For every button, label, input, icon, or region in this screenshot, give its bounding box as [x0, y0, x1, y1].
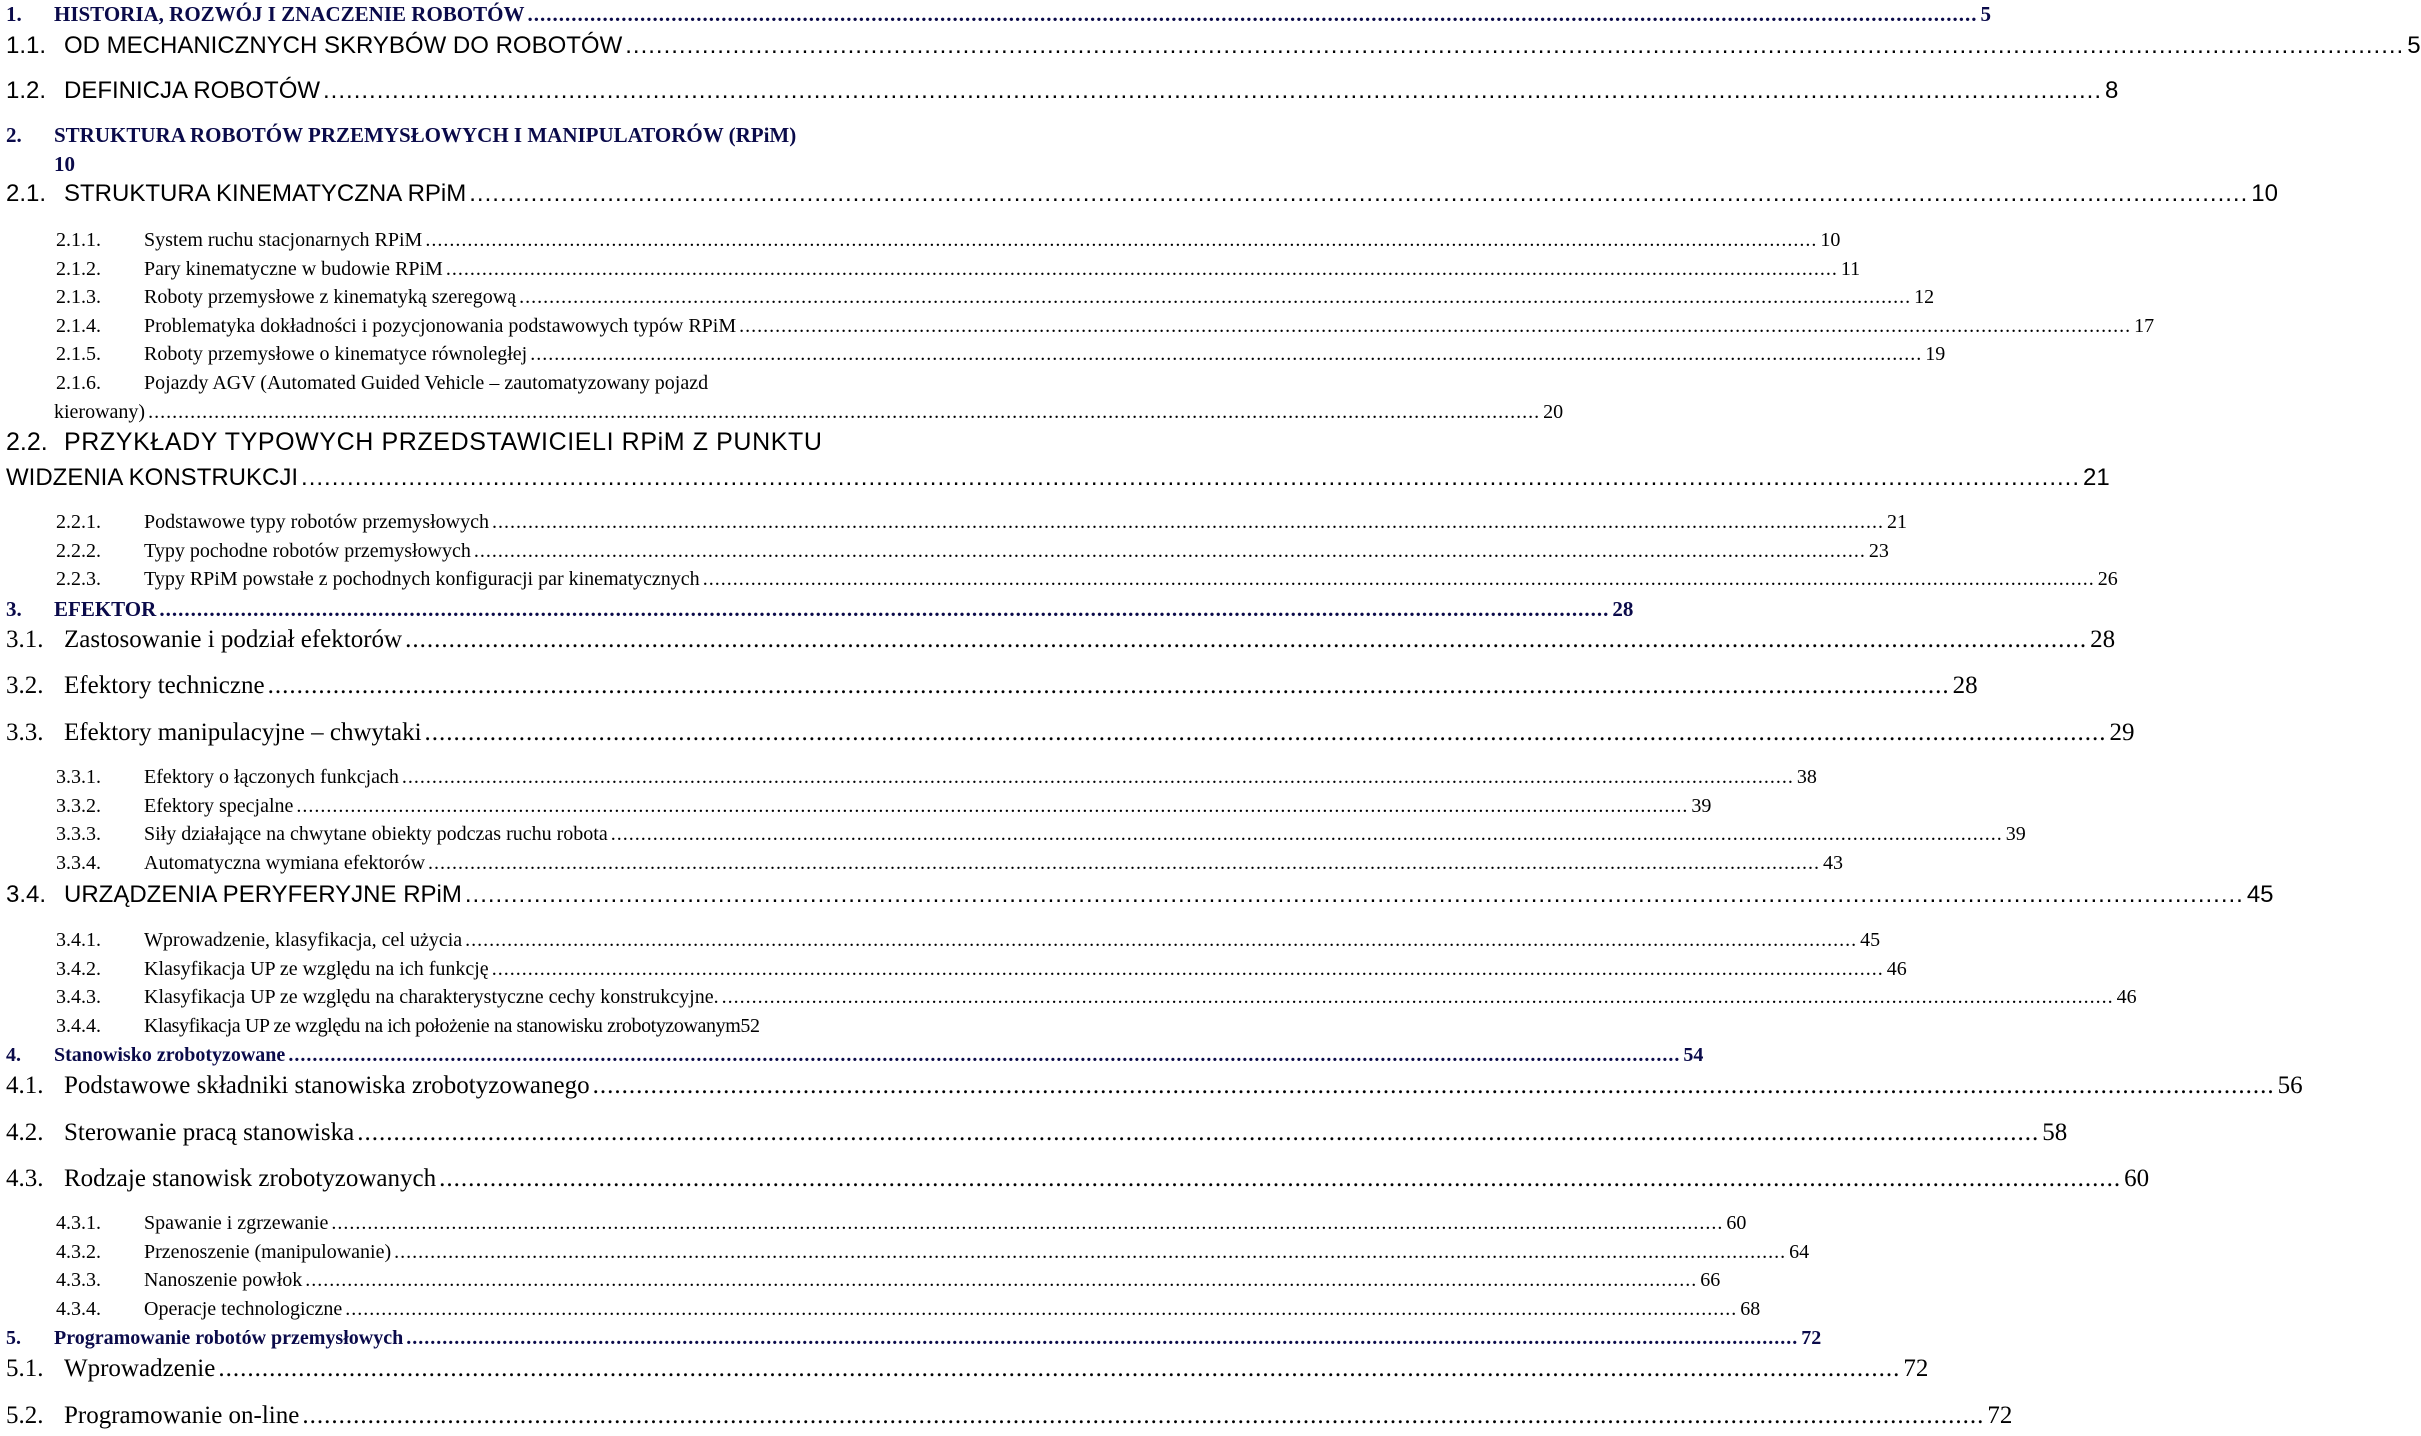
toc-number: 2.2.1. — [56, 511, 101, 533]
toc-title: Rodzaje stanowisk zrobotyzowanych — [64, 1165, 437, 1192]
toc-number: 4.1. — [6, 1072, 44, 1099]
dot-leader — [530, 343, 1922, 366]
toc-page: 19 — [1925, 343, 1946, 365]
toc-title: Nanoszenie powłok — [144, 1269, 303, 1291]
toc-number: 5.1. — [6, 1355, 44, 1382]
toc-number: 3.4.4. — [56, 1015, 101, 1037]
dot-leader — [159, 597, 1609, 622]
toc-page: 46 — [2116, 986, 2137, 1008]
toc-title: PRZYKŁADY TYPOWYCH PRZEDSTAWICIELI RPiM Z PUNKTU — [64, 428, 823, 456]
toc-number: 1.1. — [6, 32, 47, 59]
toc-number: 3. — [6, 597, 22, 621]
dot-leader — [331, 1212, 1723, 1235]
toc-page: 28 — [1952, 672, 1978, 699]
toc-title: Spawanie i zgrzewanie — [144, 1212, 329, 1234]
toc-page: 72 — [1903, 1355, 1929, 1382]
toc-page: 28 — [2090, 626, 2116, 653]
toc-number: 2.1.1. — [56, 229, 101, 251]
dot-leader — [625, 32, 2404, 60]
toc-number: 4.3.1. — [56, 1212, 101, 1234]
toc-number: 3.2. — [6, 672, 44, 699]
toc-page: 12 — [1914, 286, 1935, 308]
toc-title: EFEKTOR — [54, 597, 157, 621]
dot-leader — [593, 1072, 2275, 1100]
toc-page: 66 — [1700, 1269, 1721, 1291]
toc-page: 5 — [2407, 32, 2421, 59]
toc-number: 2.2.2. — [56, 540, 101, 562]
dot-leader — [302, 1402, 1984, 1430]
dot-leader — [218, 1355, 1900, 1383]
toc-title: Klasyfikacja UP ze względu na ich położenie na stanowisku zrobotyzowanym — [144, 1015, 741, 1037]
dot-leader — [492, 511, 1884, 534]
toc-number: 5.2. — [6, 1402, 44, 1429]
toc-page: 10 — [54, 152, 75, 176]
dot-leader — [722, 986, 2114, 1009]
toc-title: Roboty przemysłowe o kinematyce równoległej — [144, 343, 528, 365]
toc-title: Programowanie robotów przemysłowych — [54, 1327, 404, 1349]
toc-number: 3.3.3. — [56, 823, 101, 845]
toc-title: Zastosowanie i podział efektorów — [64, 626, 403, 653]
dot-leader — [301, 464, 2080, 492]
toc-number: 3.4.2. — [56, 958, 101, 980]
dot-leader — [474, 540, 1866, 563]
dot-leader — [425, 719, 2107, 747]
toc-page: 58 — [2042, 1119, 2068, 1146]
toc-page: 23 — [1868, 540, 1889, 562]
dot-leader — [305, 1269, 1697, 1292]
dot-leader — [323, 77, 2102, 105]
dot-leader — [345, 1298, 1737, 1321]
toc-number: 2.2.3. — [56, 568, 101, 590]
dot-leader — [296, 795, 1688, 818]
toc-number: 4.3. — [6, 1165, 44, 1192]
toc-title: Efektory o łączonych funkcjach — [144, 766, 399, 788]
toc-page: 5 — [1980, 2, 1991, 26]
toc-title: WIDZENIA KONSTRUKCJI — [6, 464, 299, 491]
toc-number: 1. — [6, 2, 22, 26]
dot-leader — [611, 823, 2003, 846]
toc-title: Typy RPiM powstałe z pochodnych konfiguracji par kinematycznych — [144, 568, 700, 590]
toc-number: 5. — [6, 1327, 21, 1349]
toc-page: 60 — [2124, 1165, 2150, 1192]
toc-page: 68 — [1740, 1298, 1761, 1320]
dot-leader — [425, 229, 1817, 252]
toc-title: Przenoszenie (manipulowanie) — [144, 1241, 392, 1263]
toc-title: Podstawowe typy robotów przemysłowych — [144, 511, 489, 533]
dot-leader — [519, 286, 1911, 309]
toc-page: 21 — [1886, 511, 1907, 533]
toc-title: Pojazdy AGV (Automated Guided Vehicle – zautomatyzowany pojazd — [144, 372, 709, 394]
toc-number: 4. — [6, 1044, 21, 1066]
toc-title: Wprowadzenie, klasyfikacja, cel użycia — [144, 929, 463, 951]
dot-leader — [465, 881, 2244, 909]
toc-page: 52 — [740, 1015, 760, 1037]
toc-title: Pary kinematyczne w budowie RPiM — [144, 258, 443, 280]
dot-leader — [446, 258, 1838, 281]
toc-page: 64 — [1789, 1241, 1810, 1263]
toc-title: kierowany) — [54, 401, 146, 423]
toc-title: Problematyka dokładności i pozycjonowania podstawowych typów RPiM — [144, 315, 737, 337]
dot-leader — [428, 852, 1820, 875]
toc-page: 21 — [2083, 464, 2110, 491]
dot-leader — [465, 929, 1857, 952]
toc-title: Klasyfikacja UP ze względu na charakterystyczne cechy konstrukcyjne. — [144, 986, 719, 1008]
dot-leader — [148, 401, 1540, 424]
dot-leader — [405, 626, 2087, 654]
toc-title: Efektory techniczne — [64, 672, 265, 699]
toc-page: 39 — [1691, 795, 1712, 817]
dot-leader — [469, 180, 2248, 208]
toc-number: 3.3.2. — [56, 795, 101, 817]
toc-number: 2.1.3. — [56, 286, 101, 308]
dot-leader — [439, 1165, 2121, 1193]
toc-number: 2.1.5. — [56, 343, 101, 365]
toc-number: 4.2. — [6, 1119, 44, 1146]
toc-number: 4.3.4. — [56, 1298, 101, 1320]
toc-number: 2.1.4. — [56, 315, 101, 337]
toc-page: 43 — [1823, 852, 1844, 874]
toc-title: Wprowadzenie — [64, 1355, 216, 1382]
toc-title: STRUKTURA ROBOTÓW PRZEMYSŁOWYCH I MANIPULATORÓW (RPiM) — [54, 123, 797, 147]
toc-number: 3.4.3. — [56, 986, 101, 1008]
toc-page: 45 — [1860, 929, 1881, 951]
dot-leader — [357, 1119, 2039, 1147]
toc-title: Efektory manipulacyjne – chwytaki — [64, 719, 422, 746]
toc-page: 29 — [2109, 719, 2135, 746]
dot-leader — [288, 1044, 1680, 1067]
toc-page: 60 — [1726, 1212, 1747, 1234]
dot-leader — [492, 958, 1884, 981]
toc-number: 3.3.4. — [56, 852, 101, 874]
toc-title: OD MECHANICZNYCH SKRYBÓW DO ROBOTÓW — [64, 32, 623, 59]
toc-title: Roboty przemysłowe z kinematyką szeregową — [144, 286, 517, 308]
toc-number: 3.4. — [6, 881, 47, 908]
toc-page: 46 — [1886, 958, 1907, 980]
toc-title: Typy pochodne robotów przemysłowych — [144, 540, 471, 562]
toc-number: 4.3.3. — [56, 1269, 101, 1291]
toc-number: 2.1. — [6, 180, 47, 207]
toc-page: 56 — [2277, 1072, 2303, 1099]
toc-page: 72 — [1801, 1327, 1822, 1349]
toc-number: 3.4.1. — [56, 929, 101, 951]
toc-page: 38 — [1796, 766, 1817, 788]
toc-page: 11 — [1840, 258, 1861, 280]
toc-title: STRUKTURA KINEMATYCZNA RPiM — [64, 180, 467, 207]
toc-number: 3.3. — [6, 719, 44, 746]
toc-title: Siły działające na chwytane obiekty podczas ruchu robota — [144, 823, 608, 845]
toc-title: Efektory specjalne — [144, 795, 294, 817]
toc-number: 1.2. — [6, 77, 47, 104]
toc-title: System ruchu stacjonarnych RPiM — [144, 229, 423, 251]
toc-page: 26 — [2097, 568, 2118, 590]
dot-leader — [527, 2, 1977, 27]
toc-page: 39 — [2005, 823, 2026, 845]
toc-number: 3.1. — [6, 626, 44, 653]
toc-title: Klasyfikacja UP ze względu na ich funkcję — [144, 958, 489, 980]
toc-number: 3.3.1. — [56, 766, 101, 788]
toc-title: DEFINICJA ROBOTÓW — [64, 77, 321, 104]
toc-title: Automatyczna wymiana efektorów — [144, 852, 426, 874]
toc-number: 2.1.2. — [56, 258, 101, 280]
toc-title: Operacje technologiczne — [144, 1298, 343, 1320]
dot-leader — [739, 315, 2131, 338]
toc-page: 28 — [1612, 597, 1634, 621]
toc-page: 45 — [2246, 881, 2274, 908]
toc-title: HISTORIA, ROZWÓJ I ZNACZENIE ROBOTÓW — [54, 2, 525, 26]
toc-number: 2. — [6, 123, 22, 147]
dot-leader — [406, 1327, 1798, 1350]
toc-page: 54 — [1683, 1044, 1704, 1066]
toc-number: 4.3.2. — [56, 1241, 101, 1263]
toc-page: 8 — [2104, 77, 2119, 104]
toc-page: 10 — [2251, 180, 2278, 207]
toc-page: 10 — [1820, 229, 1841, 251]
toc-title: Sterowanie pracą stanowiska — [64, 1119, 355, 1146]
toc-title: URZĄDZENIA PERYFERYJNE RPiM — [64, 881, 462, 908]
toc-page: 17 — [2134, 315, 2155, 337]
toc-number: 2.1.6. — [56, 372, 101, 394]
dot-leader — [394, 1241, 1786, 1264]
dot-leader — [703, 568, 2095, 591]
toc-number: 2.2. — [6, 428, 48, 456]
toc-title: Podstawowe składniki stanowiska zrobotyzowanego — [64, 1072, 590, 1099]
toc-page: 72 — [1987, 1402, 2013, 1429]
toc-title: Stanowisko zrobotyzowane — [54, 1044, 286, 1066]
dot-leader — [402, 766, 1794, 789]
toc-title: Programowanie on-line — [64, 1402, 300, 1429]
dot-leader — [268, 672, 1950, 700]
toc-page: 20 — [1543, 401, 1564, 423]
